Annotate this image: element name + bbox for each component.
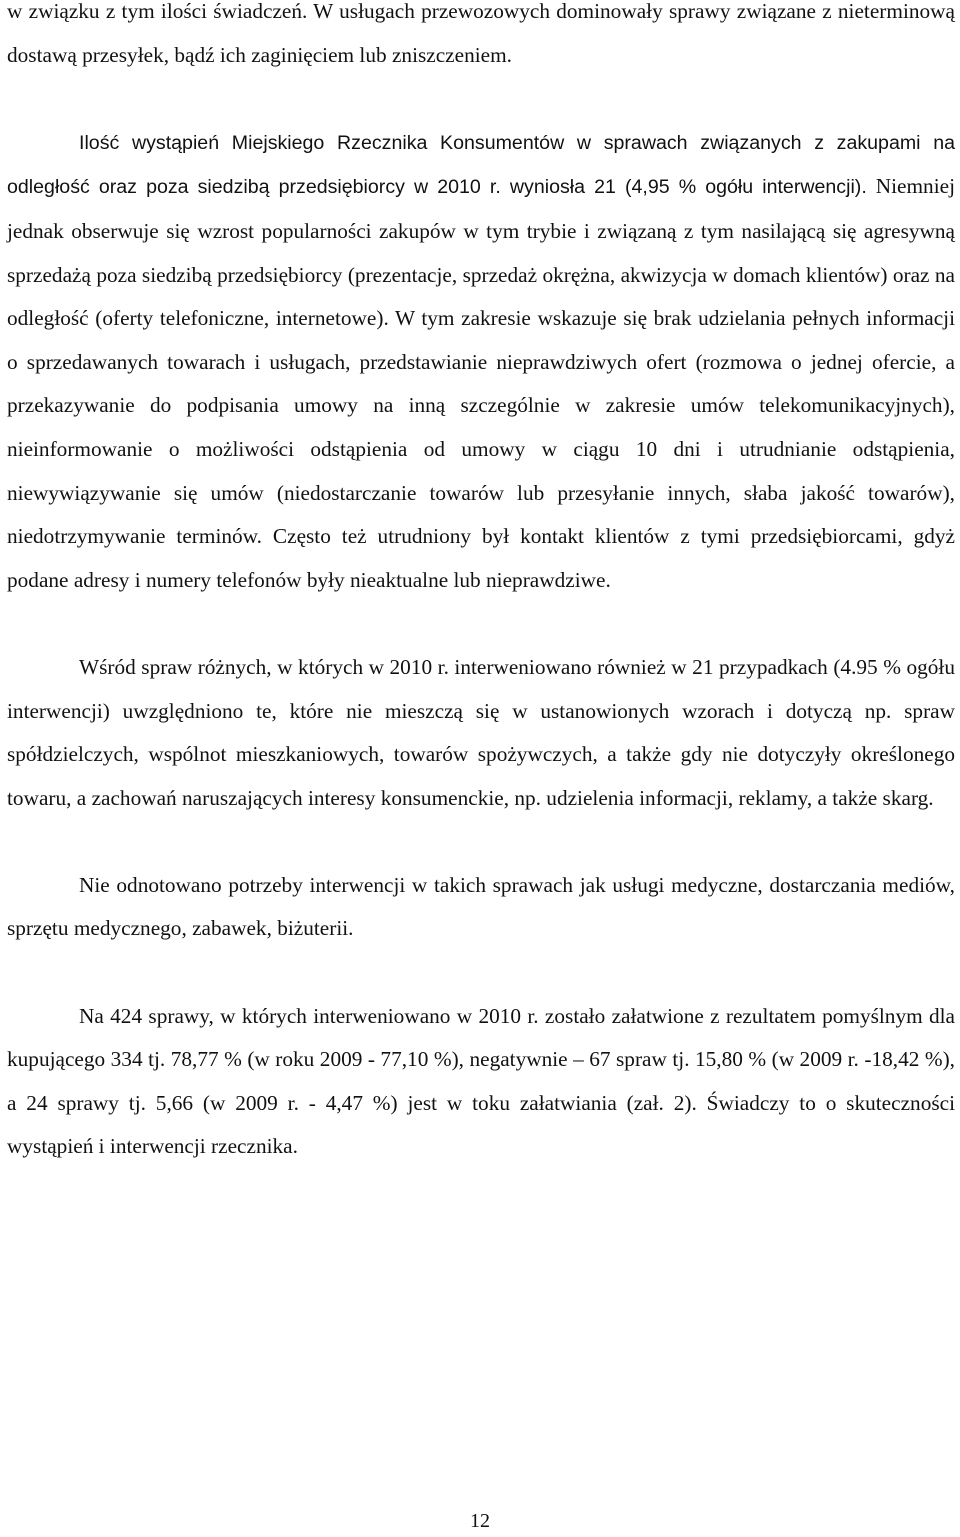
page-number: 12 — [470, 1510, 490, 1532]
paragraph-text: W tym zakresie wskazuje się brak udzielania pełnych informacji o sprzedawanych towarach i usługach, przedstawianie nieprawdziwych ofert (rozmowa o jednej ofercie, a przekazywanie do podpisania umowy na inną szczególnie w zakresie umów telekomunikacyjnych), nieinformowanie o możliwości odstąpienia od umowy w ciągu 10 dni i utrudnianie odstąpienia, niewywiązywanie się umów (niedostarczanie towarów lub przesyłanie innych, słaba jakość towarów), niedotrzymywanie terminów. Często też utrudniony był kontakt klientów z tymi przedsiębiorcami, gdyż podane adresy i numery telefonów były nieaktualne lub nieprawdziwe. — [7, 306, 955, 592]
paragraph-text-sans: Ilość wystąpień Miejskiego Rzecznika Konsumentów w sprawach związanych z zakupami na odległość oraz poza siedzibą przedsiębiorcy w 2010 r. wyniosła 21 (4,95 % ogółu interwencji). — [7, 131, 955, 199]
paragraph-other-cases — [7, 646, 955, 820]
paragraph-no-intervention — [7, 864, 955, 951]
paragraph-text: w związku z tym ilości świadczeń. W usługach przewozowych dominowały sprawy związane z nieterminową dostawą przesyłek, bądź ich zaginięciem lub zniszczeniem. — [7, 0, 955, 67]
paragraph-remote-sales — [7, 121, 955, 603]
paragraph-spacer — [7, 602, 955, 646]
paragraph-text: Na 424 sprawy, w których interweniowano w 2010 r. zostało załatwione z rezultatem pomyślnym dla kupującego 334 tj. 78,77 % (w roku 2009 - 77,10 %), negatywnie – 67 spraw tj. 15,80 % (w 2009 r. -18,42 %), a 24 sprawy tj. 5,66 (w 2009 r. - 4,47 %) jest w toku załatwiania (zał. 2). Świadczy to o skuteczności wystąpień i interwencji rzecznika. — [7, 1003, 955, 1159]
paragraph-intro-continuation — [7, 0, 955, 77]
paragraph-spacer — [7, 951, 955, 995]
paragraph-text: Nie odnotowano potrzeby interwencji w takich sprawach jak usługi medyczne, dostarczania mediów, sprzętu medycznego, zabawek, biżuterii. — [7, 872, 955, 941]
paragraph-text: Niemniej jednak obserwuje się wzrost popularności zakupów w tym trybie i związaną z tym nasilającą się agresywną sprzedażą poza siedzibą przedsiębiorcy (prezentacje, sprzedaż okrężna, akwizycja w domach klientów) oraz na odległość (oferty telefoniczne, internetowe). — [7, 174, 955, 331]
paragraph-results — [7, 995, 955, 1169]
paragraph-spacer — [7, 820, 955, 864]
document-page — [7, 0, 955, 1537]
paragraph-spacer — [7, 77, 955, 121]
paragraph-text: Wśród spraw różnych, w których w 2010 r. interweniowano również w 21 przypadkach (4.95 % ogółu interwencji) uwzględniono te, które nie mieszczą się w ustanowionych wzorach i dotyczą np. spraw spółdzielczych, wspólnot mieszkaniowych, towarów spożywczych, a także gdy nie dotyczyły określonego towaru, a zachowań naruszających interesy konsumenckie, np. udzielenia informacji, reklamy, a także skarg. — [7, 654, 955, 810]
